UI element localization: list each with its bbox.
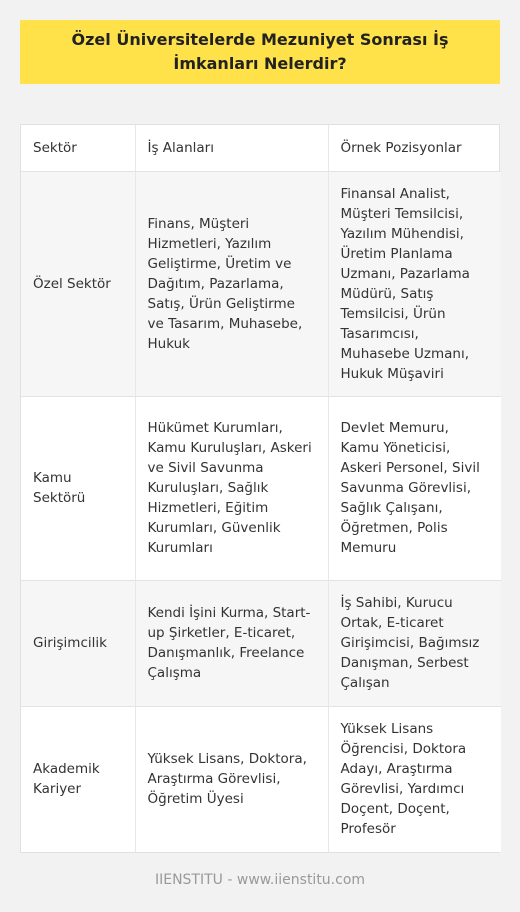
cell-positions: Yüksek Lisans Öğrencisi, Doktora Adayı, Araştırma Görevlisi, Yardımcı Doçent, Doçent, Profesör [328,706,501,852]
header-fields: İş Alanları [135,125,328,171]
cell-fields: Hükümet Kurumları, Kamu Kuruluşları, Askeri ve Sivil Savunma Kuruluşları, Sağlık Hizmetleri, Eğitim Kurumları, Güvenlik Kurumları [135,396,328,580]
cell-sector: Girişimcilik [21,580,135,706]
header-positions: Örnek Pozisyonlar [328,125,501,171]
cell-fields: Kendi İşini Kurma, Start-up Şirketler, E-ticaret, Danışmanlık, Freelance Çalışma [135,580,328,706]
table-header-row [21,125,501,171]
cell-positions: Devlet Memuru, Kamu Yöneticisi, Askeri Personel, Sivil Savunma Görevlisi, Sağlık Çalışanı, Öğretmen, Polis Memuru [328,396,501,580]
cell-positions: İş Sahibi, Kurucu Ortak, E-ticaret Girişimcisi, Bağımsız Danışman, Serbest Çalışan [328,580,501,706]
table-row [21,706,501,852]
table-row [21,396,501,580]
cell-sector: Özel Sektör [21,171,135,396]
table-row [21,171,501,396]
footer-credit: IIENSTITU - www.iienstitu.com [154,872,366,888]
header-sector: Sektör [21,125,135,171]
cell-sector: Kamu Sektörü [21,396,135,580]
cell-sector: Akademik Kariyer [21,706,135,852]
title-banner [20,20,500,84]
cell-fields: Finans, Müşteri Hizmetleri, Yazılım Geliştirme, Üretim ve Dağıtım, Pazarlama, Satış, Ürün Geliştirme ve Tasarım, Muhasebe, Hukuk [135,171,328,396]
table-row [21,580,501,706]
cell-fields: Yüksek Lisans, Doktora, Araştırma Görevlisi, Öğretim Üyesi [135,706,328,852]
page-title: Özel Üniversitelerde Mezuniyet Sonrası İş İmkanları Nelerdir? [71,30,449,73]
cell-positions: Finansal Analist, Müşteri Temsilcisi, Yazılım Mühendisi, Üretim Planlama Uzmanı, Pazarlama Müdürü, Satış Temsilcisi, Ürün Tasarımcısı, Muhasebe Uzmanı, Hukuk Müşaviri [328,171,501,396]
table [21,125,501,852]
career-table [20,124,500,853]
